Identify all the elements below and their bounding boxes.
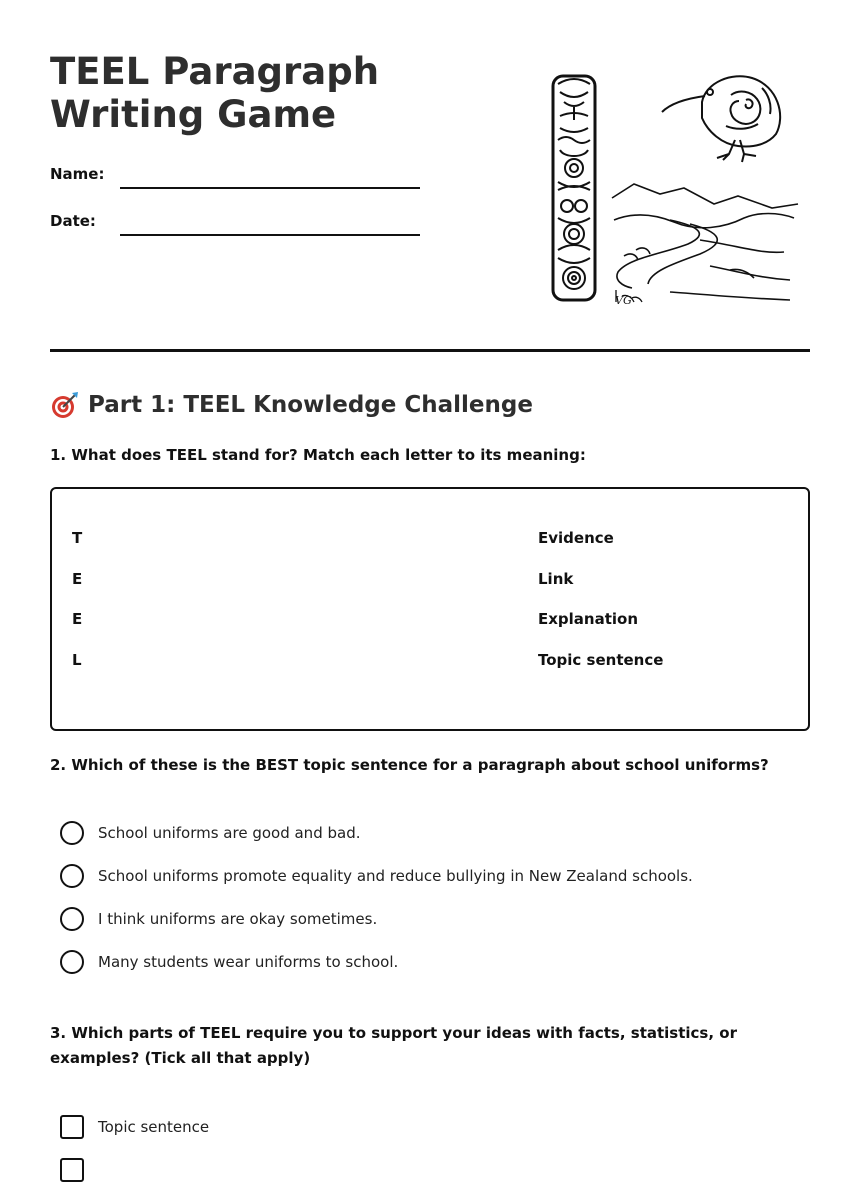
question-1: 1. What does TEEL stand for? Match each letter to its meaning: xyxy=(50,446,586,464)
radio-button[interactable] xyxy=(60,864,84,888)
artist-signature: VG xyxy=(615,294,632,307)
carved-pou-icon xyxy=(553,76,595,300)
header-divider xyxy=(50,349,810,352)
match-letter[interactable]: E xyxy=(72,570,83,588)
q2-option[interactable] xyxy=(60,949,398,975)
name-field[interactable] xyxy=(120,187,420,189)
maori-illustration xyxy=(550,70,800,310)
q2-option[interactable] xyxy=(60,863,693,889)
match-meaning[interactable]: Topic sentence xyxy=(538,651,664,669)
question-2: 2. Which of these is the BEST topic sentence for a paragraph about school uniforms? xyxy=(50,756,769,774)
part1-heading-text: Part 1: TEEL Knowledge Challenge xyxy=(88,392,533,418)
option-label: Many students wear uniforms to school. xyxy=(98,953,399,971)
match-meaning[interactable]: Explanation xyxy=(538,610,639,628)
checkbox[interactable] xyxy=(60,1115,84,1139)
question-3: 3. Which parts of TEEL require you to support your ideas with facts, statistics, or examples? (Tick all that apply) xyxy=(50,1024,737,1067)
radio-button[interactable] xyxy=(60,907,84,931)
option-label: Topic sentence xyxy=(98,1118,210,1136)
match-letter[interactable]: E xyxy=(72,610,83,628)
option-label: School uniforms are good and bad. xyxy=(98,824,361,842)
checkbox[interactable] xyxy=(60,1158,84,1182)
date-label: Date: xyxy=(50,212,96,230)
radio-button[interactable] xyxy=(60,950,84,974)
match-meaning[interactable]: Evidence xyxy=(538,529,614,547)
match-letter[interactable]: T xyxy=(72,529,83,547)
matching-box xyxy=(50,487,810,731)
option-label: I think uniforms are okay sometimes. xyxy=(98,910,378,928)
name-label: Name: xyxy=(50,165,105,183)
river-valley-icon xyxy=(612,184,798,307)
part1-heading xyxy=(50,388,533,422)
q2-option[interactable] xyxy=(60,906,377,932)
target-icon xyxy=(50,390,80,420)
page-title: TEEL Paragraph Writing Game xyxy=(50,50,380,136)
match-letter[interactable]: L xyxy=(72,651,82,669)
q3-option[interactable] xyxy=(60,1114,209,1140)
radio-button[interactable] xyxy=(60,821,84,845)
kiwi-bird-icon xyxy=(662,76,780,162)
match-meaning[interactable]: Link xyxy=(538,570,574,588)
option-label: School uniforms promote equality and reduce bullying in New Zealand schools. xyxy=(98,867,693,885)
q2-option[interactable] xyxy=(60,820,361,846)
date-field[interactable] xyxy=(120,234,420,236)
